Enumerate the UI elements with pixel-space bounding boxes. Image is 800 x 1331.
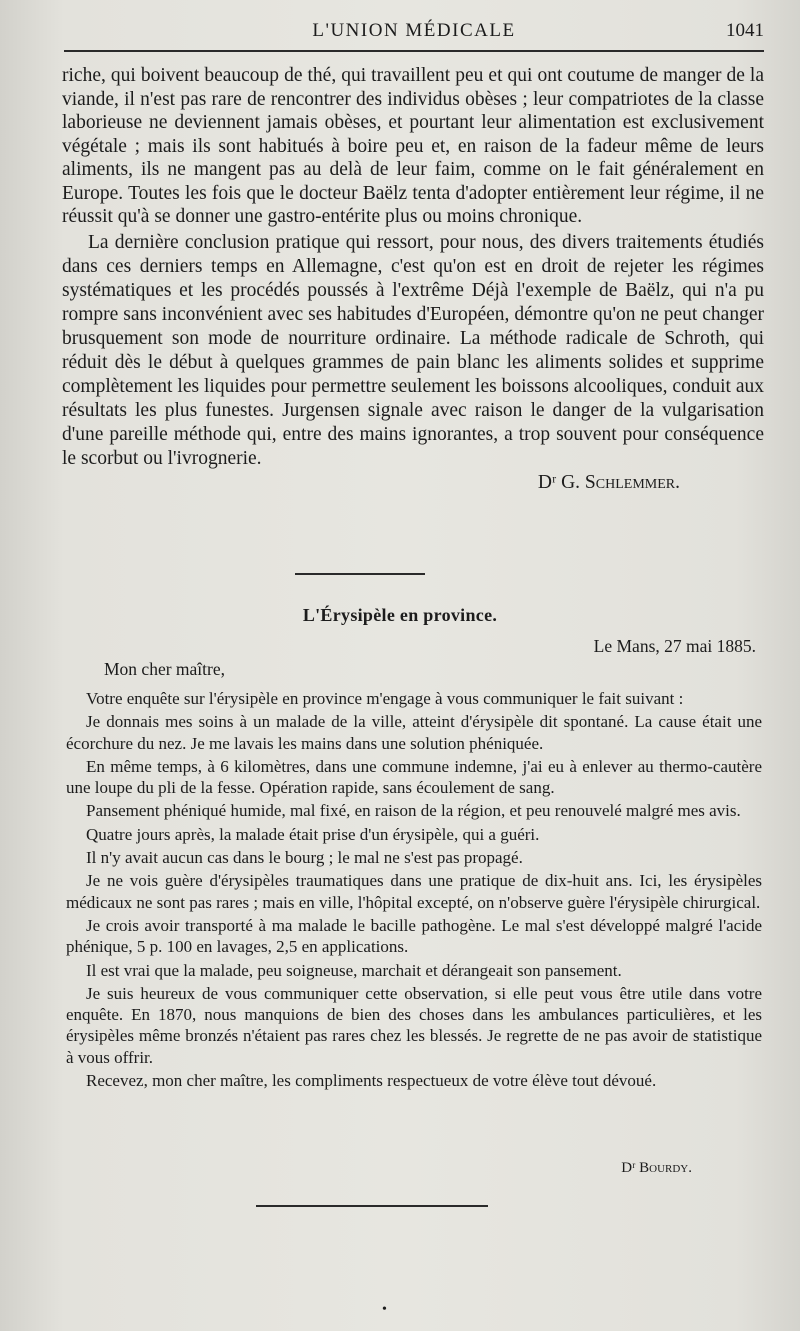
letter-paragraph: Il n'y avait aucun cas dans le bourg ; le mal ne s'est pas propagé. <box>86 848 523 868</box>
essay-paragraph: riche, qui boivent beaucoup de thé, qui travaillent peu et qui ont coutume de manger de la viande, il n'est pas rare de rencontrer des individus obèses ; leur compatriotes de la classe laborieuse ne deviennent jamais obèses, et pourtant leur alimentation est exclusivement végétale ; mais ils sont habitués à boire peu et, en raison de la fadeur même de leurs aliments, ils ne mangent pas au delà de leur faim, comme on le fait généralement en Europe. Toutes les fois que le docteur Baëlz tenta d'adopter entièrement leur régime, il ne réussit qu'à se donner une gastro-entérite plus ou moins chronique. <box>62 65 764 227</box>
letter-paragraph: Je ne vois guère d'érysipèles traumatiques dans une pratique de dix-huit ans. Ici, les érysipèles médicaux ne sont pas rares ; mais en ville, l'hôpital excepté, on n'observe guère l'érysipèle chirurgical. <box>66 871 762 912</box>
page-header <box>64 18 764 48</box>
letter-paragraph: Recevez, mon cher maître, les compliments respectueux de votre élève tout dévoué. <box>86 1071 657 1091</box>
letter-paragraph: Je donnais mes soins à un malade de la ville, atteint d'érysipèle dit spontané. La cause était une écorchure du nez. Je me lavais les mains dans une solution phéniquée. <box>66 712 762 753</box>
letter-paragraph: Je crois avoir transporté à ma malade le bacille pathogène. Le mal s'est développé malgré l'acide phénique, 5 p. 100 en lavages, 2,5 en applications. <box>66 915 762 957</box>
letter-paragraph: Votre enquête sur l'érysipèle en province m'engage à vous communiquer le fait suivant : <box>86 689 684 708</box>
essay-paragraph: La dernière conclusion pratique qui ressort, pour nous, des divers traitements étudiés dans ces derniers temps en Allemagne, c'est qu'on est en droit de rejeter les régimes systématiques et les procédés poussés à l'extrême Déjà l'exemple de Baëlz, qui n'a pu rompre sans inconvénient avec ses habitudes d'Européen, démontre qu'on ne peut changer brusquement son mode de nourriture ordinaire. La méthode radicale de Schroth, qui réduit dès le début à quelques grammes de pain blanc les aliments solides et supprime complètement les liquides pour permettre seulement les boissons alcooliques, conduit aux résultats les plus funestes. Jurgensen signale avec raison le danger de la vulgarisation d'une pareille méthode qui, entre des mains ignorantes, a trop souvent pour conséquence le scorbut ou l'ivrognerie. <box>62 231 764 469</box>
section-divider <box>295 573 425 575</box>
letter-signature: Dʳ Bourdy. <box>621 1160 692 1176</box>
essay-body <box>62 64 764 494</box>
closing-rule <box>256 1205 488 1207</box>
letter-paragraph: En même temps, à 6 kilomètres, dans une commune indemne, j'ai eu à enlever au thermo-cautère une loupe du pli de la fesse. Opération rapide, sans écoulement de sang. <box>66 756 762 798</box>
section-title: L'Érysipèle en province. <box>302 605 498 625</box>
letter-paragraph: Pansement phéniqué humide, mal fixé, en raison de la région, et peu renouvelé malgré mes avis. <box>86 801 741 821</box>
page-speck: • <box>382 1302 387 1317</box>
dateline: Le Mans, 27 mai 1885. <box>593 636 756 656</box>
letter-paragraph: Il est vrai que la malade, peu soigneuse, marchait et dérangeait son pansement. <box>86 960 622 980</box>
author-signature: Dʳ G. Schlemmer. <box>537 471 680 493</box>
letter-paragraph: Quatre jours après, la malade était prise d'un érysipèle, qui a guéri. <box>86 824 540 844</box>
page-number: 1041 <box>726 20 764 41</box>
letter-body <box>66 688 762 1091</box>
salutation: Mon cher maître, <box>104 659 225 679</box>
header-rule <box>64 50 764 52</box>
letter-paragraph: Je suis heureux de vous communiquer cette observation, si elle peut vous être utile dans votre enquête. En 1870, nous manquions de bien des choses dans les ambulances particulières, et les érysipèles même bronzés n'étaient pas rares chez les blessés. Je regrette de ne pas avoir de statistique à vous offrir. <box>66 983 762 1067</box>
running-title: L'UNION MÉDICALE <box>312 20 516 41</box>
